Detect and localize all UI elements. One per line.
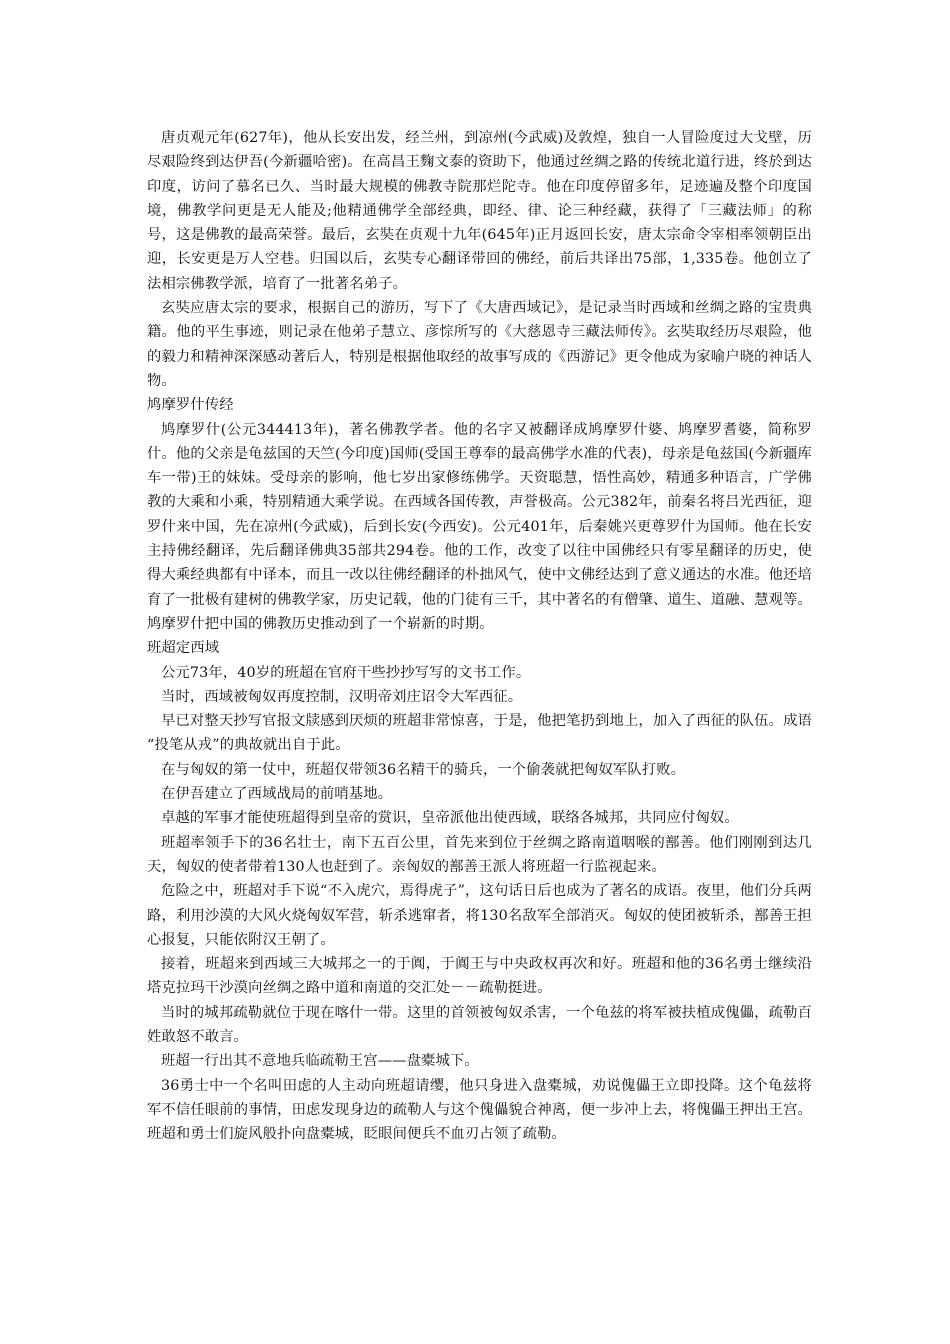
paragraph: 危险之中，班超对手下说“不入虎穴，焉得虎子”，这句话日后也成为了著名的成语。夜里，他们分兵两路，利用沙漠的大风火烧匈奴军营，斩杀逃窜者，将130名敌军全部消灭。匈奴的使团被斩杀，鄯善王担心报复，只能依附汉王朝了。 [147,883,812,948]
paragraph: 36勇士中一个名叫田虑的人主动向班超请缨，他只身进入盘橐城，劝说傀儡王立即投降。这个龟兹将军不信任眼前的事情，田虑发现身边的疏勒人与这个傀儡貌合神离，便一步冲上去，将傀儡王押出王宫。班超和勇士们旋风般扑向盘橐城，眨眼间便兵不血刃占领了疏勒。 [147,1077,812,1143]
paragraph: 接着，班超来到西域三大城邦之一的于阗，于阗王与中央政权再次和好。班超和他的36名勇士继续沿塔克拉玛干沙漠向丝绸之路中道和南道的交汇处－－疏勒挺进。 [147,956,812,997]
paragraph: 当时的城邦疏勒就位于现在喀什一带。这里的首领被匈奴杀害，一个龟兹的将军被扶植成傀儡，疏勒百姓敢怒不敢言。 [147,1004,812,1045]
paragraph: 早已对整天抄写官报文牍感到厌烦的班超非常惊喜，于是，他把笔扔到地上，加入了西征的队伍。成语 “投笔从戎”的典故就出自于此。 [147,713,812,754]
paragraph: 当时，西域被匈奴再度控制，汉明帝刘庄诏令大军西征。 [161,688,523,705]
document-body [147,126,812,1146]
paragraph: 在与匈奴的第一仗中，班超仅带领36名精干的骑兵，一个偷袭就把匈奴军队打败。 [161,761,686,778]
paragraph: 班超率领手下的36名壮士，南下五百公里，首先来到位于丝绸之路南道咽喉的鄯善。他们刚刚到达几天，匈奴的使者带着130人也赶到了。亲匈奴的鄯善王派人将班超一行监视起来。 [147,834,812,875]
paragraph: 唐贞观元年(627年)，他从长安出发，经兰州，到凉州(今武威)及敦煌，独自一人冒险度过大戈壁，历尽艰险终到达伊吾(今新疆哈密)。在高昌王麴文泰的资助下，他通过丝绸之路的传统北道行进，终於到达印度，访问了慕名已久、当时最大规模的佛教寺院那烂陀寺。他在印度停留多年，足迹遍及整个印度国境，佛教学问更是无人能及;他精通佛学全部经典，即经、律、论三种经藏，获得了「三藏法师」的称号，这是佛教的最高荣誉。最后，玄奘在贞观十九年(645年)正月返回长安，唐太宗命令宰相率领朝臣出迎，长安更是万人空巷。归国以后，玄奘专心翻译带回的佛经，前后共译出75部，1,335卷。他创立了法相宗佛教学派，培育了一批著名弟子。 [147,130,812,292]
paragraph: 玄奘应唐太宗的要求，根据自己的游历，写下了《大唐西域记》，是记录当时西域和丝绸之路的宝贵典籍。他的平生事迹，则记录在他弟子慧立、彦悰所写的《大慈恩寺三藏法师传》。玄奘取经历尽艰险，他的毅力和精神深深感动著后人，特别是根据他取经的故事写成的《西游记》更令他成为家喻户晓的神话人物。 [147,300,812,389]
paragraph: 班超一行出其不意地兵临疏勒王宫——盘橐城下。 [161,1053,479,1070]
paragraph: 在伊吾建立了西域战局的前哨基地。 [161,786,393,803]
paragraph: 公元73年，40岁的班超在官府干些抄抄写写的文书工作。 [161,664,531,681]
section-heading-kumarajiva: 鸠摩罗什传经 [147,397,234,414]
paragraph: 鸠摩罗什(公元344413年)，著名佛教学者。他的名字又被翻译成鸠摩罗什婆、鸠摩罗耆婆，简称罗什。他的父亲是龟兹国的天竺(今印度)国师(受国王尊奉的最高佛学水准的代表)，母亲是龟兹国(今新疆库车一带)王的妹妹。受母亲的影响，他七岁出家修练佛学。天资聪慧，悟性高妙，精通多种语言，广学佛教的大乘和小乘，特别精通大乘学说。在西域各国传教，声誉极高。公元382年，前秦名将吕光西征，迎罗什来中国，先在凉州(今武威)，后到长安(今西安)。公元401年，后秦姚兴更尊罗什为国师。他在长安主持佛经翻译，先后翻译佛典35部共294卷。他的工作，改变了以往中国佛经只有零星翻译的历史，使得大乘经典都有中译本，而且一改以往佛经翻译的朴拙风气，使中文佛经达到了意义通达的水准。他还培育了一批极有建树的佛教学家，历史记载，他的门徒有三千，其中著名的有僧肇、道生、道融、慧观等。鸠摩罗什把中国的佛教历史推动到了一个崭新的时期。 [147,421,812,632]
section-heading-banchao: 班超定西域 [147,640,220,657]
paragraph: 卓越的军事才能使班超得到皇帝的赏识，皇帝派他出使西域，联络各城邦，共同应付匈奴。 [161,810,739,827]
